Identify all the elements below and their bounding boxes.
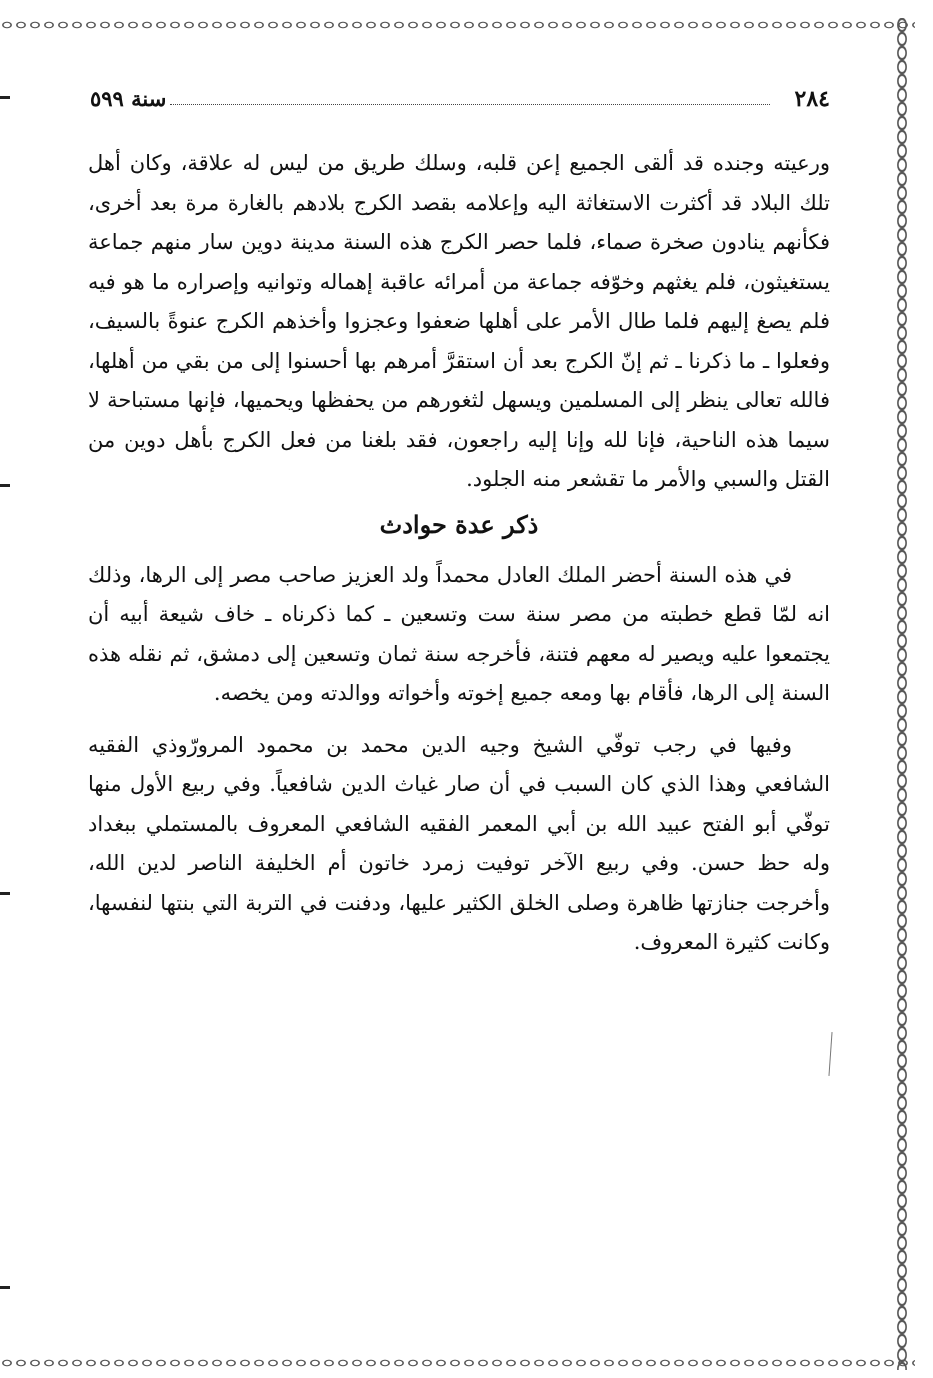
decorative-border-bottom	[0, 1356, 915, 1370]
paragraph-1: ورعيته وجنده قد ألقى الجميع إعن قلبه، وسلك طريق من ليس له علاقة، وكان أهل تلك البلاد قد أكثرت الاستغاثة اليه وإعلامه بقصد الكرج بلادهم بالغارة مرة بعد أخرى، فكأنهم ينادون صخرة صماء، فلما حصر الكرج هذه السنة مدينة دوين سار منهم جماعة يستغيثون، فلم يغثهم وخوّفه جماعة من أمرائه عاقبة إهماله وتوانيه وإصراره ما هو فيه فلم يصغ إليهم فلما طال الأمر على أهلها ضعفوا وعجزوا وأخذهم الكرج عنوةً بالسيف، وفعلوا ـ ما ذكرنا ـ ثم إنّ الكرج بعد أن استقرَّ أمرهم بها أحسنوا إلى من بقي من أهلها، فالله تعالى ينظر إلى المسلمين ويسهل لثغورهم من يحفظها ويحميها، فإنها مستباحة لا سيما هذه الناحية، فإنا لله وإنا إليه راجعون، فقد بلغنا من فعل الكرج بأهل دوين من القتل والسبي والأمر ما تقشعر منه الجلود.	[88, 151, 830, 491]
scan-scratch-mark	[828, 1032, 832, 1076]
scan-edge-mark	[0, 1286, 10, 1289]
paragraph-2: في هذه السنة أحضر الملك العادل محمداً ولد العزيز صاحب مصر إلى الرها، وذلك انه لمّا قطع خطبته من مصر سنة ست وتسعين ـ كما ذكرناه ـ خاف شيعة أبيه أن يجتمعوا عليه ويصير له معهم فتنة، فأخرجه سنة ثمان وتسعين إلى دمشق، ثم نقله هذه السنة إلى الرها، فأقام بها ومعه جميع إخوته وأخواته ووالدته ومن يخصه.	[88, 562, 830, 705]
header-dotted-rule	[170, 104, 770, 105]
running-head: سنة ٥٩٩	[90, 86, 167, 111]
scan-edge-mark	[0, 484, 10, 487]
scan-edge-mark	[0, 892, 10, 895]
paragraph-3: وفيها في رجب توفّي الشيخ وجيه الدين محمد بن محمود المرورّوذي الفقيه الشافعي وهذا الذي كان السبب في أن صار غياث الدين شافعياً. وفي ربيع الأول منها توفّي أبو الفتح عبيد الله بن أبي المعمر الفقيه الشافعي المعروف بالمستملي ببغداد وله حظ حسن. وفي ربيع الآخر توفيت زمرد خاتون أم الخليفة الناصر لدين الله، وأخرجت جنازتها ظاهرة وصلى الخلق الكثير عليها، ودفنت في التربة التي بنتها لنفسها، وكانت كثيرة المعروف.	[88, 732, 830, 954]
section-heading: ذكر عدة حوادث	[379, 509, 539, 539]
page-body	[88, 144, 830, 963]
scan-edge-mark	[0, 96, 10, 99]
page-number: ٢٨٤	[794, 86, 830, 112]
page-header	[90, 86, 830, 118]
decorative-border-top	[0, 18, 915, 32]
decorative-border-right	[895, 18, 909, 1370]
paragraph-gap	[88, 714, 830, 726]
